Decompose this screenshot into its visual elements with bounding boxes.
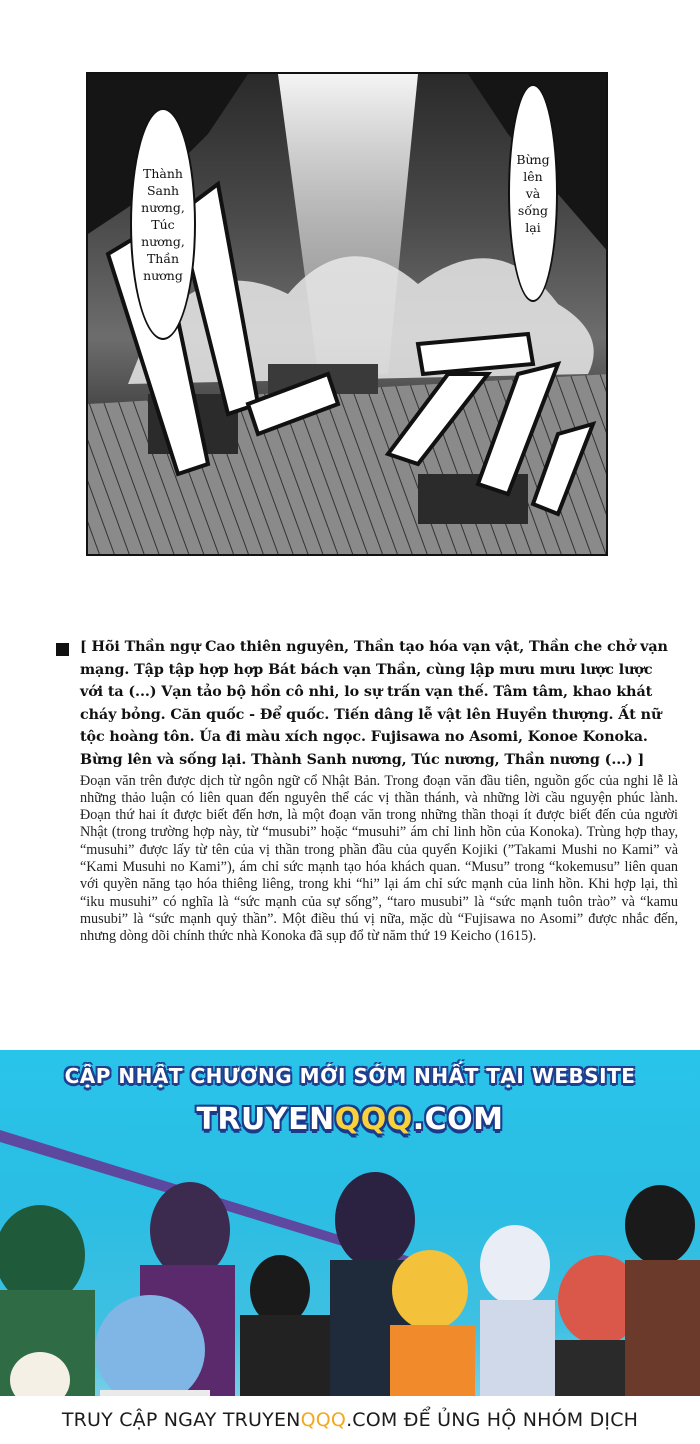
footer-text-highlight: QQQ xyxy=(300,1409,347,1431)
site-logo[interactable] xyxy=(0,1102,700,1137)
translation-notes xyxy=(56,636,678,946)
translator-note: Đoạn văn trên được dịch từ ngôn ngữ cổ Nhật Bản. Trong đoạn văn đầu tiên, nguồn gốc của nghi lễ là những thảo luận có liên quan đến nguyên thể các vị thần thánh, và những lời cầu nguyện phúc lành. Đoạn thứ hai ít được biết đến hơn, là một đoạn văn trong những thần thoại ít được biết đến của người Nhật (trong trường hợp này, từ “musubi” hoặc “musuhi” ám chỉ linh hồn của Konoka). Trùng hợp thay, “musuhi” được lấy từ tên của vị thần trong phần đầu của quyển Kojiki (”Takami Mushi no Kami” và “Kami Musuhi no Kami”), ám chỉ sức mạnh tạo hóa khách quan. “Musu” trong “kokemusu” liên quan với quyền năng tạo hóa thiêng liêng, trong khi “hi” lại ám chỉ sức mạnh của linh hồn. Khi hợp lại, thì “iku musuhi” có nghĩa là “sức mạnh của sự sống”, “taro musubi” là “sức mạnh tuôn trào” và “kamu musubi” là “sức mạnh quỷ thần”. Một điều thú vị nữa, mặc dù “Fujisawa no Asomi” được nhắc đến, nhưng dòng dõi chính thức nhà Konoka đã sụp đổ từ năm thứ 19 Keicho (1615). xyxy=(80,772,678,945)
speech-bubble-left-text: Thành Sanh nương, Túc nương, Thần nương xyxy=(141,165,185,283)
banner-headline: CẬP NHẬT CHƯƠNG MỚI SỚM NHẤT TẠI WEBSITE xyxy=(64,1064,636,1088)
speech-bubble-right xyxy=(508,84,558,302)
speech-bubble-left xyxy=(130,108,196,340)
site-logo-suffix: .COM xyxy=(412,1102,504,1137)
footer-text-before: TRUY CẬP NGAY TRUYEN xyxy=(61,1409,301,1431)
site-logo-highlight: QQQ xyxy=(334,1102,413,1137)
square-bullet-icon xyxy=(56,643,69,656)
incantation-quote: [ Hõi Thần ngự Cao thiên nguyên, Thần tạo hóa vạn vật, Thần che chở vạn mạng. Tập tập hợp hợp Bát bách vạn Thần, cùng lập mưu mưu lược lược với ta (...) Vạn tảo bộ hồn cô nhi, lo sự trấn vạn thế. Tâm tâm, khao khát cháy bỏng. Căn quốc - Để quốc. Tiến dâng lễ vật lên Huyền thượng. Ất nữ tộc hoàng tôn. Úa đi màu xích ngọc. Fujisawa no Asomi, Konoe Konoka. Bừng lên và sống lại. Thành Sanh nương, Túc nương, Thần nương (...) ] xyxy=(80,639,668,768)
promo-banner[interactable] xyxy=(0,1050,700,1444)
footer-text-after: .COM ĐỂ ỦNG HỘ NHÓM DỊCH xyxy=(346,1409,639,1431)
speech-bubble-right-text: Bừng lên và sống lại xyxy=(516,151,550,235)
site-logo-prefix: TRUYEN xyxy=(196,1102,335,1137)
footer-cta[interactable] xyxy=(0,1396,700,1444)
